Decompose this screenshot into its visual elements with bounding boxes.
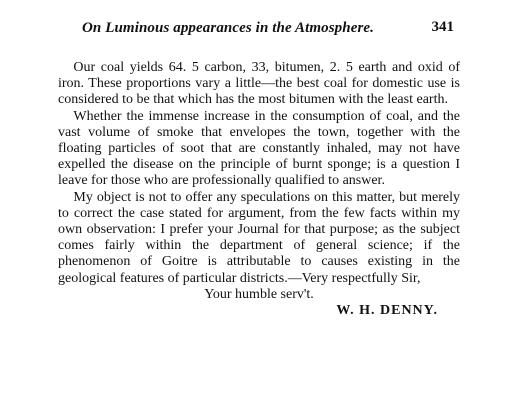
page-header [58, 16, 460, 40]
running-head: On Luminous appearances in the Atmosphere. [82, 20, 375, 36]
page-number: 341 [431, 19, 454, 35]
closing-line: Your humble serv't. [204, 286, 314, 302]
signature: W. H. DENNY. [336, 303, 438, 319]
paragraph-coal-composition: Our coal yields 64. 5 carbon, 33, bitumen, 2. 5 earth and oxid of iron. These proportions vary a little—the best coal for domestic use is considered to be that which has the most bitumen with the least earth. [58, 60, 460, 108]
paragraph-object: My object is not to offer any speculations on this matter, but merely to correct the case stated for argument, from the few facts within my own observation: I prefer your Journal for that purpose; as the subject comes fairly within the department of general science; if the phenomenon of Goitre is attributable to causes existing in the geological features of particular districts.—Very respectfully Sir, [58, 189, 460, 286]
body-text [58, 60, 460, 319]
paragraph-smoke-question: Whether the immense increase in the consumption of coal, and the vast volume of smoke that envelopes the town, together with the floating particles of soot that are constantly inhaled, may not have expelled the disease on the principle of burnt sponge; is a question I leave for those who are professionally qualified to answer. [58, 108, 460, 189]
